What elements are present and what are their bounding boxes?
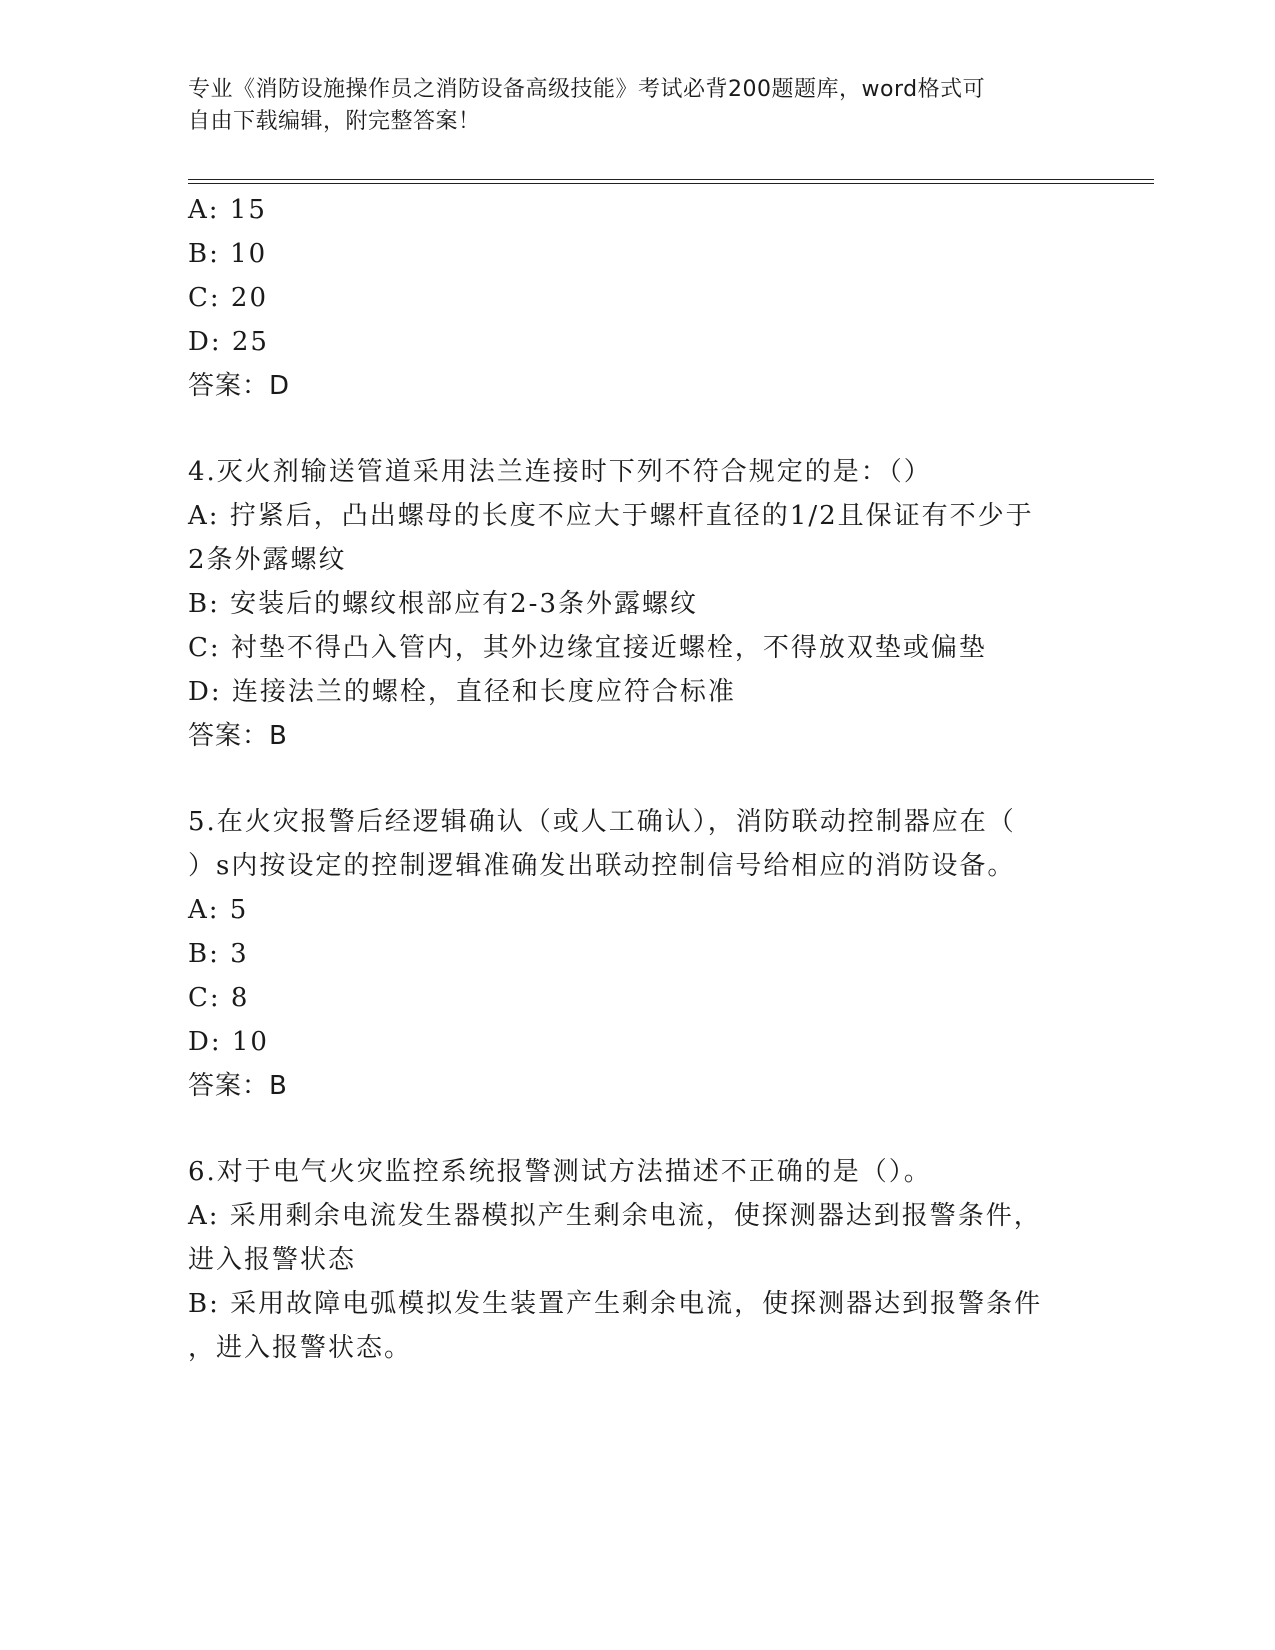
q6-question: 6.对于电气火灾监控系统报警测试方法描述不正确的是（）。 (188, 1157, 932, 1187)
q4-answer: 答案：B (188, 721, 288, 751)
q6-option-b-line-2: ，进入报警状态。 (188, 1333, 413, 1363)
q4-option-c: C: 衬垫不得凸入管内，其外边缘宜接近螺栓，不得放双垫或偏垫 (188, 633, 987, 663)
header-line-1: 专业《消防设施操作员之消防设备高级技能》考试必背200题题库，word格式可 (188, 77, 986, 102)
q3-option-c: C: 20 (188, 283, 269, 313)
q5-answer: 答案：B (188, 1071, 288, 1101)
q3-option-b: B: 10 (188, 239, 268, 269)
q6-option-a-line-2: 进入报警状态 (188, 1245, 357, 1275)
document-header (188, 74, 1068, 138)
q5-option-a: A: 5 (188, 895, 249, 925)
q3-answer: 答案：D (188, 371, 291, 401)
header-line-2: 自由下载编辑，附完整答案！ (188, 109, 481, 134)
q5-option-c: C: 8 (188, 983, 250, 1013)
q5-option-b: B: 3 (188, 939, 249, 969)
header-divider-top (188, 179, 1154, 180)
q3-option-a: A: 15 (188, 195, 267, 225)
q5-question-line-1: 5.在火灾报警后经逻辑确认（或人工确认），消防联动控制器应在（ (188, 807, 1016, 837)
q5-option-d: D: 10 (188, 1027, 269, 1057)
q4-option-b: B: 安装后的螺纹根部应有2-3条外露螺纹 (188, 589, 699, 619)
q4-question: 4.灭火剂输送管道采用法兰连接时下列不符合规定的是：（） (188, 457, 932, 487)
q6-option-a-line-1: A: 采用剩余电流发生器模拟产生剩余电流，使探测器达到报警条件， (188, 1201, 1042, 1231)
q6-option-b-line-1: B: 采用故障电弧模拟发生装置产生剩余电流，使探测器达到报警条件 (188, 1289, 1043, 1319)
q4-option-a-line-2: 2条外露螺纹 (188, 545, 347, 575)
q3-option-d: D: 25 (188, 327, 269, 357)
q5-question-line-2: ）s内按设定的控制逻辑准确发出联动控制信号给相应的消防设备。 (188, 851, 1016, 881)
q4-option-d: D: 连接法兰的螺栓，直径和长度应符合标准 (188, 677, 736, 707)
header-divider-bottom (188, 183, 1154, 184)
q4-option-a-line-1: A: 拧紧后，凸出螺母的长度不应大于螺杆直径的1/2且保证有不少于 (188, 501, 1034, 531)
